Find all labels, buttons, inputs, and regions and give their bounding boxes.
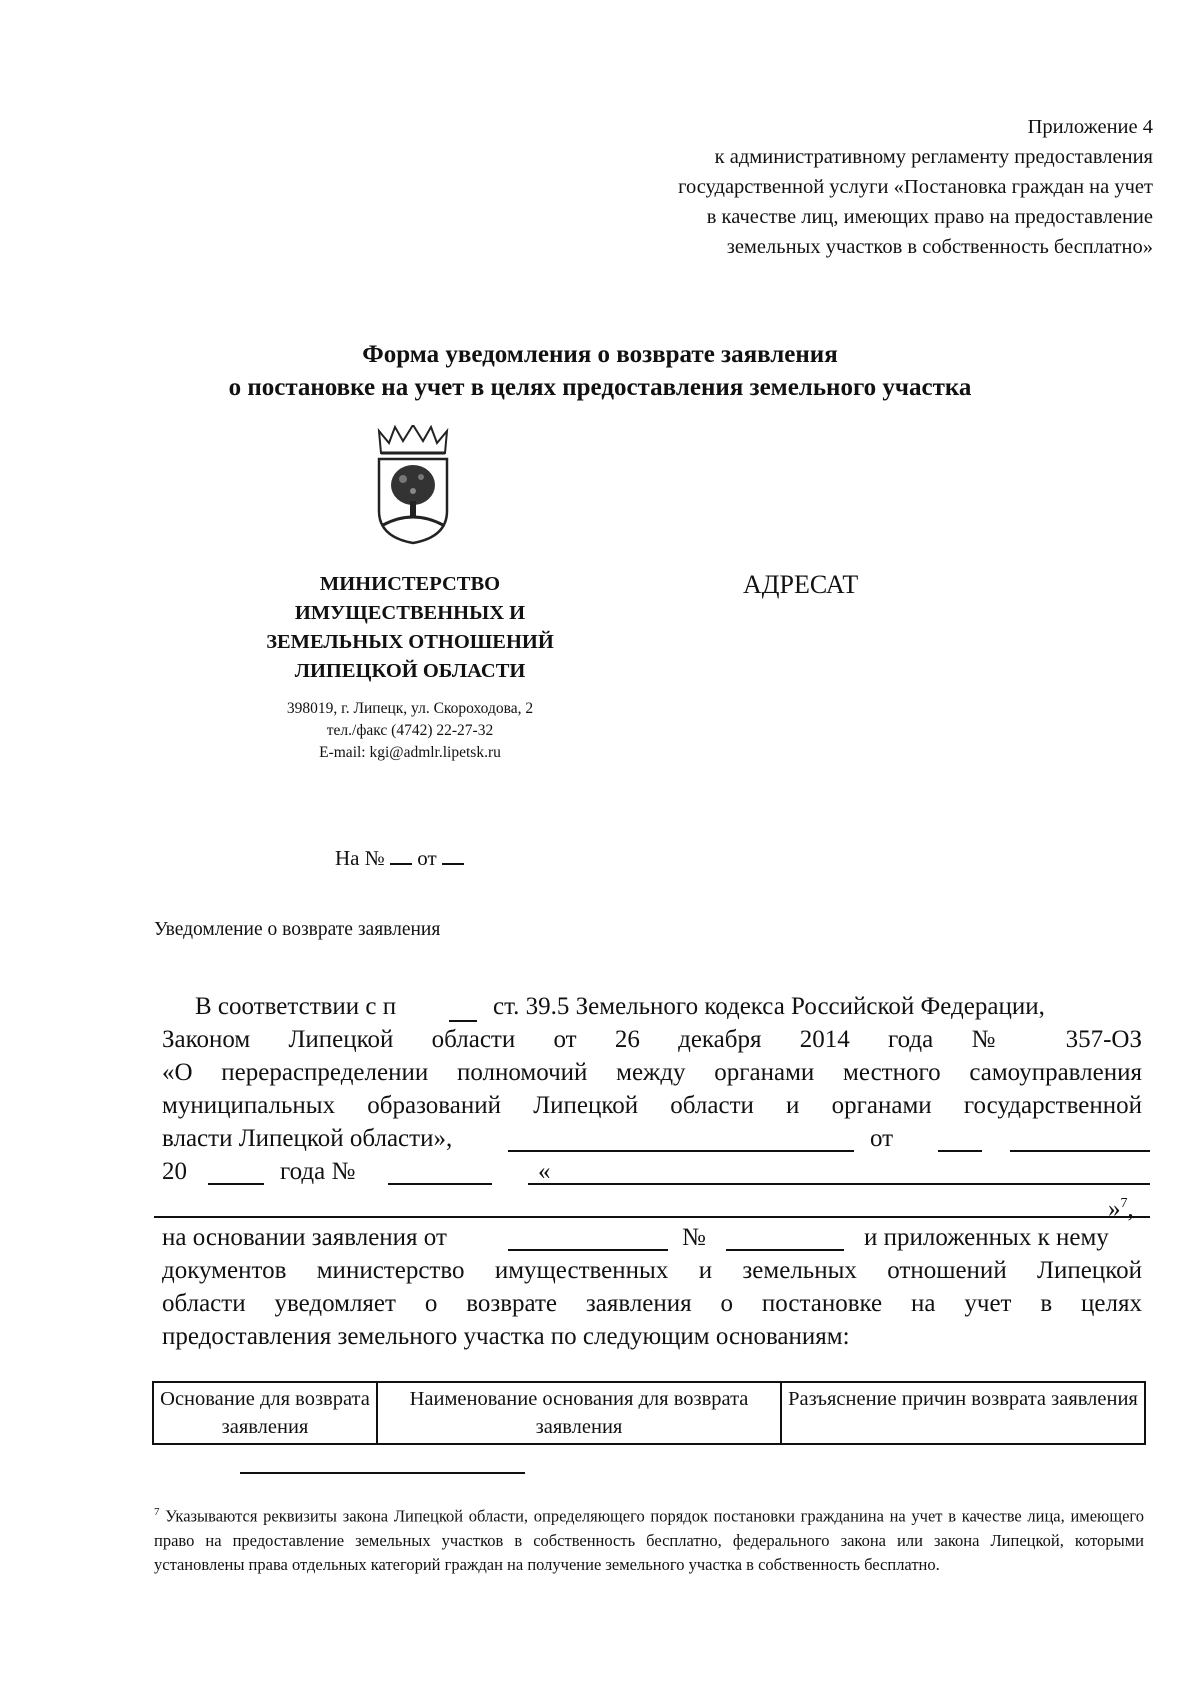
ministry-contacts xyxy=(215,698,605,764)
title-line-1: Форма уведомления о возврате заявления xyxy=(362,341,838,368)
appendix-line: в качестве лиц, имеющих право на предоставление xyxy=(706,206,1153,228)
reference-number-blank[interactable] xyxy=(390,845,412,865)
ministry-phone: тел./факс (4742) 22-27-32 xyxy=(326,722,494,739)
appendix-line: Приложение 4 xyxy=(1027,116,1153,138)
act-month-blank[interactable] xyxy=(1010,1126,1150,1152)
appendix-line: к административному регламенту предоставления xyxy=(714,146,1153,168)
footnote-divider xyxy=(240,1472,525,1474)
appendix-note xyxy=(513,112,1153,262)
body-line-7 xyxy=(1108,1187,1134,1225)
act-title-continuation-blank[interactable] xyxy=(154,1192,1150,1218)
reference-prefix: На № xyxy=(335,846,385,870)
footnote-text: Указываются реквизиты закона Липецкой области, определяющего порядок постановки гражданина на учет в качестве лица, имеющего право на предоставление земельных участков в собственность бесплатно, федерального закона или закона Липецкой, которыми установлены права отдельных категорий граждан на получение земельного участка в собственность бесплатно. xyxy=(154,1506,1144,1574)
addressee-label: АДРЕСАТ xyxy=(743,570,859,599)
act-title-blank[interactable] xyxy=(528,1159,1150,1185)
body-line-8a: на основании заявления от xyxy=(162,1224,447,1251)
body-line-5a: власти Липецкой области», xyxy=(162,1125,453,1152)
appendix-line: земельных участков в собственность бесплатно» xyxy=(726,236,1153,258)
footnote xyxy=(154,1500,1144,1577)
header-cell-ground: Основание для возврата заявления xyxy=(153,1382,377,1444)
closing-quote: » xyxy=(1108,1195,1121,1223)
body-line-5b: от xyxy=(870,1125,894,1152)
body-line-1b: ст. 39.5 Земельного кодекса Российской Федерации, xyxy=(493,993,1045,1020)
footnote-marker: 7 xyxy=(154,1506,160,1518)
ministry-line: ИМУЩЕСТВЕННЫХ И xyxy=(294,602,526,624)
act-name-blank[interactable] xyxy=(508,1126,854,1152)
reference-from: от xyxy=(417,846,437,870)
ministry-address: 398019, г. Липецк, ул. Скороходова, 2 xyxy=(286,700,534,717)
closing-comma: , xyxy=(1127,1195,1134,1223)
reference-date-blank[interactable] xyxy=(442,845,464,865)
body-line-1a: В соответствии с п xyxy=(195,993,397,1020)
return-grounds-table xyxy=(152,1381,1146,1445)
application-number-blank[interactable] xyxy=(726,1225,844,1251)
appendix-line: государственной услуги «Постановка граждан на учет xyxy=(678,176,1153,198)
body-line-2: Законом Липецкой области от 26 декабря 2014 года № 357-ОЗ xyxy=(162,1026,1142,1053)
ministry-line: МИНИСТЕРСТВО xyxy=(319,573,501,595)
clause-blank[interactable] xyxy=(449,996,477,1022)
table-header-row xyxy=(153,1382,1145,1444)
ministry-line: ЗЕМЕЛЬНЫХ ОТНОШЕНИЙ xyxy=(266,631,554,653)
ministry-name xyxy=(215,570,605,686)
body-line-6c: « xyxy=(538,1158,551,1185)
notice-heading: Уведомление о возврате заявления xyxy=(154,919,441,940)
ministry-email: E-mail: kgi@admlr.lipetsk.ru xyxy=(319,744,501,761)
reference-line xyxy=(335,845,464,871)
body-line-11: предоставления земельного участка по следующим основаниям: xyxy=(162,1323,850,1350)
body-line-6b: года № xyxy=(280,1158,356,1185)
body-line-10: области уведомляет о возврате заявления о постановке на учет в целях xyxy=(162,1290,1142,1317)
document-title xyxy=(0,338,1200,404)
act-year-blank[interactable] xyxy=(208,1159,264,1185)
title-line-2: о постановке на учет в целях предоставления земельного участка xyxy=(228,374,972,401)
body-line-6a: 20 xyxy=(162,1158,187,1185)
header-cell-explanation: Разъяснение причин возврата заявления xyxy=(781,1382,1145,1444)
act-number-blank[interactable] xyxy=(388,1159,492,1185)
ministry-line: ЛИПЕЦКОЙ ОБЛАСТИ xyxy=(294,660,526,682)
application-date-blank[interactable] xyxy=(508,1225,668,1251)
header-cell-ground-name: Наименование основания для возврата заявления xyxy=(377,1382,781,1444)
body-line-8b: № xyxy=(682,1224,706,1251)
body-line-9: документов министерство имущественных и земельных отношений Липецкой xyxy=(162,1257,1142,1284)
body-line-4: муниципальных образований Липецкой области и органами государственной xyxy=(162,1092,1142,1119)
act-day-blank[interactable] xyxy=(938,1126,982,1152)
body-line-8c: и приложенных к нему xyxy=(864,1224,1109,1251)
footnote-ref: 7 xyxy=(1120,1196,1128,1211)
lipetsk-coat-of-arms-icon xyxy=(373,425,453,545)
body-line-3: «О перераспределении полномочий между органами местного самоуправления xyxy=(162,1059,1142,1086)
